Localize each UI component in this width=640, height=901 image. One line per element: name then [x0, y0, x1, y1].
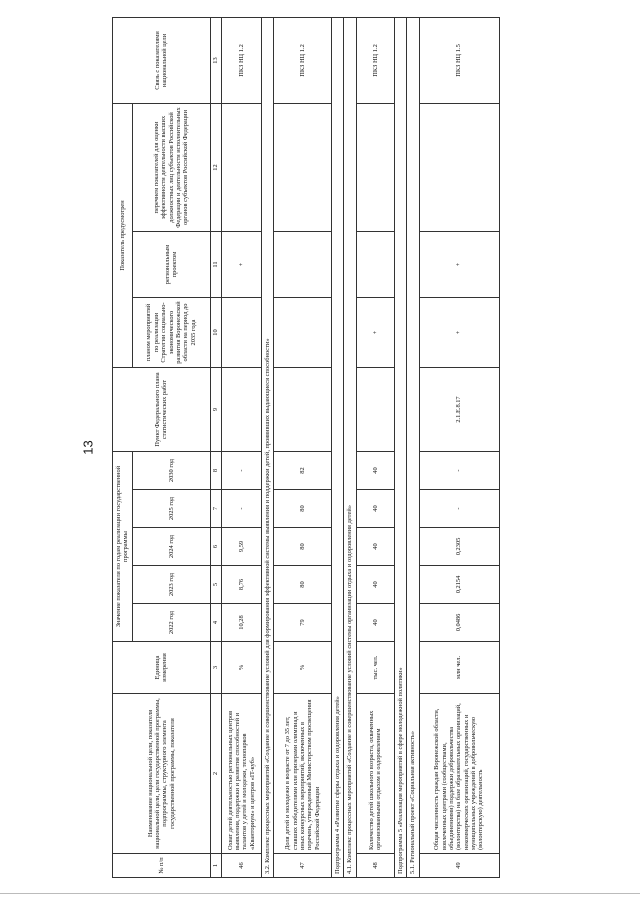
- row-unit: %: [221, 642, 261, 694]
- row-2022: 40: [356, 604, 394, 642]
- header-2022: 2022 год: [132, 604, 210, 642]
- column-number: 6: [210, 528, 221, 566]
- row-regional-project: +: [221, 232, 261, 298]
- row-unit: млн чел.: [419, 642, 499, 694]
- header-unit: Единица измерения: [113, 642, 211, 694]
- row-2023: 40: [356, 566, 394, 604]
- row-evaluation-list: [274, 103, 332, 231]
- row-2023: 80: [274, 566, 332, 604]
- row-plan: [274, 368, 332, 452]
- column-number: 7: [210, 490, 221, 528]
- column-number: 1: [210, 854, 221, 878]
- header-link: Связь с показателями национальной цели: [113, 17, 211, 103]
- column-number: 5: [210, 566, 221, 604]
- row-regional-project: +: [419, 232, 499, 298]
- row-2030: -: [221, 452, 261, 490]
- row-2024: 9,59: [221, 528, 261, 566]
- column-number: 11: [210, 232, 221, 298]
- row-plan-measures: +: [419, 298, 499, 368]
- column-number: 8: [210, 452, 221, 490]
- row-link: ПКЗ НЦ 1.2: [221, 17, 261, 103]
- column-number: 13: [210, 17, 221, 103]
- header-forecast-group: Показатель предусмотрен: [113, 103, 133, 367]
- indicators-table: [112, 17, 500, 878]
- section-title: Подпрограмма 5 «Реализация мероприятий в сфере молодежной политики»: [394, 17, 406, 877]
- row-2030: 82: [274, 452, 332, 490]
- row-2023: 8,76: [221, 566, 261, 604]
- column-number: 9: [210, 368, 221, 452]
- section-row: [407, 17, 419, 877]
- row-2025: 80: [274, 490, 332, 528]
- row-plan-measures: [221, 298, 261, 368]
- row-link: ПКЗ НЦ 1.2: [356, 17, 394, 103]
- header-2030: 2030 год: [132, 452, 210, 490]
- header-2024: 2024 год: [132, 528, 210, 566]
- section-title: Подпрограмма 4 «Развитие сферы отдыха и оздоровления детей»: [332, 17, 344, 877]
- column-numbers-row: [210, 17, 221, 877]
- row-plan-measures: [274, 298, 332, 368]
- section-row: [332, 17, 344, 877]
- header-plan: Пункт Федерального плана статистических работ: [113, 368, 211, 452]
- header-plan-measures: планом мероприятий по реализации Стратегии социально-экономического развития Воронежской области на период до 2035 года: [132, 298, 210, 368]
- row-evaluation-list: [356, 103, 394, 231]
- row-evaluation-list: [419, 103, 499, 231]
- column-number: 4: [210, 604, 221, 642]
- row-link: ПКЗ НЦ 1.5: [419, 17, 499, 103]
- header-values-group: Значение показателя по годам реализации государственной программы: [113, 452, 133, 642]
- table-row: [356, 17, 394, 877]
- table-row: [274, 17, 332, 877]
- row-unit: %: [274, 642, 332, 694]
- row-plan: [221, 368, 261, 452]
- section-row: [344, 17, 356, 877]
- section-title: 5.1. Региональный проект «Социальная активность»: [407, 17, 419, 877]
- row-2022: 0,0486: [419, 604, 499, 642]
- row-name: Количество детей школьного возраста, охваченных организованными отдыхом и оздоровлением: [356, 694, 394, 854]
- row-link: ПКЗ НЦ 1.2: [274, 17, 332, 103]
- column-number: 3: [210, 642, 221, 694]
- row-no: 48: [356, 854, 394, 878]
- row-2024: 40: [356, 528, 394, 566]
- column-number: 12: [210, 103, 221, 231]
- row-name: Общая численность граждан Воронежской области, вовлеченных центрами (сообществами, объединениями) поддержки добровольчества (волонтерства) на базе образовательных организаций, некоммерческих организаций, государственных и муниципальных учреждений в добровольческую (волонтерскую) деятельность: [419, 694, 499, 854]
- row-2024: 80: [274, 528, 332, 566]
- row-2025: -: [419, 490, 499, 528]
- row-regional-project: [274, 232, 332, 298]
- header-regional-project: региональным проектом: [132, 232, 210, 298]
- header-name: Наименование национальной цели, показателя национальной цели, цели государственной программы, подпрограммы, структурного элемента государственной программы, показателя: [113, 694, 211, 854]
- row-plan: 2.1.Е.8.17: [419, 368, 499, 452]
- row-evaluation-list: [221, 103, 261, 231]
- row-2030: -: [419, 452, 499, 490]
- row-2024: 0,2305: [419, 528, 499, 566]
- row-unit: тыс. чел.: [356, 642, 394, 694]
- bottom-divider: [0, 893, 640, 894]
- row-name: Доля детей и молодежи в возрасте от 7 до 35 лет, ставших победителями или призерами олимпиад и иных конкурсных мероприятий, включенных в перечень, утвержденный Министерством просвещения Российской Федерации: [274, 694, 332, 854]
- row-name: Охват детей деятельностью региональных центров выявления, поддержки и развития способностей и талантов у детей и молодежи, технопарков «Кванториум» и центров «IT-куб»: [221, 694, 261, 854]
- section-title: 3.2. Комплекс процессных мероприятий «Создание и совершенствование условий для формирования эффективной системы выявления и поддержки детей, проявивших выдающиеся способности»: [261, 17, 273, 877]
- row-regional-project: [356, 232, 394, 298]
- row-plan: [356, 368, 394, 452]
- row-no: 49: [419, 854, 499, 878]
- row-2025: 40: [356, 490, 394, 528]
- section-title: 4.1. Комплекс процессных мероприятий «Создание и совершенствование условий системы организации отдыха и оздоровления детей»: [344, 17, 356, 877]
- row-no: 47: [274, 854, 332, 878]
- row-no: 46: [221, 854, 261, 878]
- row-2022: 10,28: [221, 604, 261, 642]
- header-2025: 2025 год: [132, 490, 210, 528]
- row-2023: 0,2154: [419, 566, 499, 604]
- row-plan-measures: +: [356, 298, 394, 368]
- column-number: 10: [210, 298, 221, 368]
- section-row: [394, 17, 406, 877]
- row-2025: -: [221, 490, 261, 528]
- header-no: № п/п: [113, 854, 211, 878]
- row-2030: 40: [356, 452, 394, 490]
- page-number: 13: [80, 440, 96, 455]
- row-2022: 79: [274, 604, 332, 642]
- column-number: 2: [210, 694, 221, 854]
- header-evaluation-list: перечнем показателей для оценки эффективности деятельности высших должностных лиц субъектов Российской Федерации и деятельности исполнительных органов субъектов Российской Федерации: [132, 103, 210, 231]
- header-2023: 2023 год: [132, 566, 210, 604]
- section-row: [261, 17, 273, 877]
- table-row: [221, 17, 261, 877]
- rotated-page: [112, 18, 532, 878]
- table-row: [419, 17, 499, 877]
